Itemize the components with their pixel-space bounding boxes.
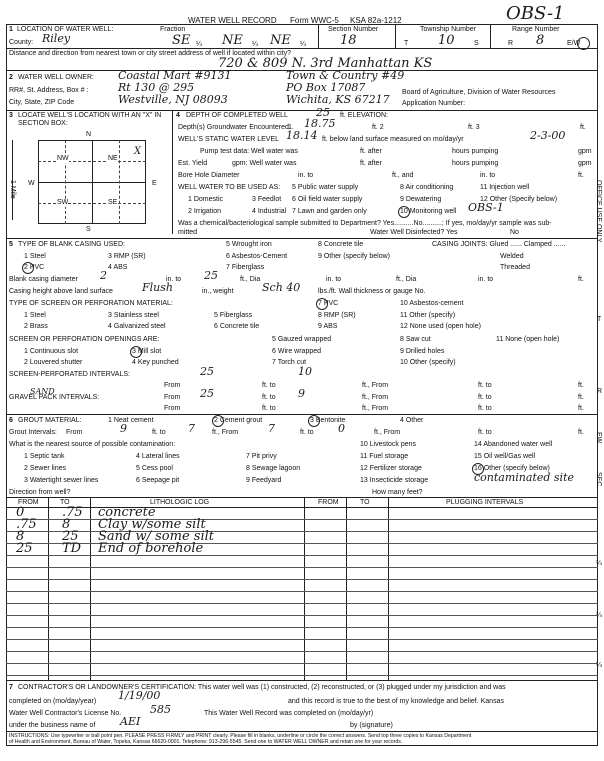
grout-ft-to-2: ft. to — [300, 429, 314, 436]
log-rule-line — [6, 663, 598, 664]
use-5: 5 Public water supply — [292, 184, 359, 191]
obs-tag: OBS-1 — [506, 3, 565, 24]
section-label: Section Number — [328, 26, 379, 33]
log-row-1-desc: concrete — [98, 505, 156, 520]
rr-label: RR#, St. Address, Box # : — [9, 87, 89, 94]
use-3: 3 Feedlot — [252, 196, 282, 203]
city1-value: Westville, NJ 08093 — [118, 93, 228, 106]
screen-intervals-label: SCREEN-PERFORATED INTERVALS: — [9, 371, 130, 378]
log-rule-line — [6, 531, 598, 532]
disinfected-no: No — [510, 229, 519, 236]
contam-10: 10 Livestock pens — [360, 441, 417, 448]
log-rule-line — [6, 555, 598, 556]
grout-to-value: 7 — [188, 422, 195, 435]
gp-from-label: From — [164, 394, 181, 401]
side-q2: ¼ — [596, 612, 602, 619]
use-4: 4 Industrial — [252, 208, 287, 215]
contam-15: 15 Oil well/Gas well — [474, 453, 536, 460]
mill-slot-circle — [130, 346, 142, 358]
contam-8: 8 Sewage lagoon — [246, 465, 301, 472]
screen-12: 12 None used (open hole) — [400, 323, 481, 330]
contam-7: 7 Pit privy — [246, 453, 277, 460]
gp2-ft-to: ft. to — [262, 405, 276, 412]
range-value: 8 — [536, 33, 545, 48]
section-3-number: 3 — [9, 112, 13, 119]
diameter-dia-2: ft., Dia — [396, 276, 417, 283]
screen-5: 5 Fiberglass — [214, 312, 253, 319]
monitoring-circle — [398, 206, 410, 218]
bentonite-circle — [308, 415, 320, 427]
grout-ft-to-3: ft. to — [478, 429, 492, 436]
location-label: LOCATION OF WATER WELL: — [17, 26, 114, 33]
height-value: Flush — [142, 281, 173, 294]
screen-1: 1 Steel — [24, 312, 46, 319]
log-row-2-from: .75 — [16, 517, 37, 532]
use-9: 9 Dewatering — [400, 196, 442, 203]
section-1-number: 1 — [9, 26, 13, 33]
contam-1: 1 Septic tank — [24, 453, 65, 460]
scr-from-label: From — [164, 382, 181, 389]
form-number: Form WWC-5 — [290, 16, 339, 25]
north-label: N — [86, 131, 92, 138]
gp-ft-to: ft. to — [262, 394, 276, 401]
grout-to2-value: 0 — [338, 422, 345, 435]
use-12: 12 Other (Specify below) — [480, 196, 558, 203]
casing-label: TYPE OF BLANK CASING USED: — [18, 241, 125, 248]
log-rule-line — [6, 519, 598, 520]
height-label: Casing height above land surface — [9, 288, 113, 295]
gp-from-value: 25 — [200, 387, 214, 400]
license-label: Water Well Contractor's License No. — [9, 710, 122, 717]
static-tail: ft. below land surface measured on mo/day/yr — [322, 136, 464, 143]
groundwater-1: 18.75 — [304, 117, 336, 130]
yield-label: Est. Yield — [178, 160, 208, 167]
static-label: WELL'S STATIC WATER LEVEL — [178, 136, 280, 143]
grout-3: 3 Bentonite — [310, 417, 346, 424]
diameter-label: Blank casing diameter — [9, 276, 78, 283]
quarter-2: NE — [222, 33, 243, 48]
true-text: and this record is true to the best of my knowledge and belief. Kansas — [288, 698, 504, 705]
completed-value: 1/19/00 — [118, 689, 161, 702]
city-label: City, State, ZIP Code — [9, 99, 75, 106]
open-9: 9 Drilled holes — [400, 348, 445, 355]
log-rule-line — [6, 591, 598, 592]
weight-label: in., weight — [202, 288, 234, 295]
open-1: 1 Continuous slot — [24, 348, 79, 355]
board-label: Board of Agriculture, Division of Water Resources — [402, 89, 556, 96]
application-label: Application Number: — [402, 100, 466, 107]
grout-ft-from-2: ft., From — [374, 429, 401, 436]
scr-ft-end: ft. — [578, 382, 584, 389]
use-11: 11 Injection well — [480, 184, 530, 191]
section-5-number: 5 — [9, 241, 13, 248]
grout-ft-end: ft. — [578, 429, 584, 436]
log-rule-line — [6, 603, 598, 604]
litho-header: LITHOLOGIC LOG — [150, 499, 210, 506]
grout-from2-value: 7 — [268, 422, 275, 435]
groundwater-label: Depth(s) Groundwater Encountered — [178, 124, 289, 131]
contam-6: 6 Seepage pit — [136, 477, 180, 484]
bore-in-to: in. to — [298, 172, 314, 179]
city2-value: Wichita, KS 67217 — [286, 93, 390, 106]
monitoring-id: OBS-1 — [468, 201, 504, 214]
use-1: 1 Domestic — [188, 196, 224, 203]
bore-ft-end: ft. — [578, 172, 584, 179]
contam-other-value: contaminated site — [474, 471, 574, 484]
scr-to-value: 10 — [298, 365, 312, 378]
log-rule-line — [6, 615, 598, 616]
log-row-4-from: 25 — [16, 541, 33, 556]
cement-grout-circle — [212, 415, 224, 427]
section-7-number: 7 — [9, 684, 13, 691]
use-10: 10 Monitoring well — [400, 208, 457, 215]
section-4-number: 4 — [176, 112, 180, 119]
casing-1: 1 Steel — [24, 253, 46, 260]
gp-ft-from: ft., From — [362, 394, 389, 401]
yield-mid: gpm: Well water was — [232, 160, 297, 167]
diameter-in-to-3: in. to — [478, 276, 494, 283]
open-4: 4 Key punched — [132, 359, 179, 366]
ksa-number: KSA 82a-1212 — [350, 16, 402, 25]
casing-5: 5 Wrought iron — [226, 241, 272, 248]
quarter-1: SE — [172, 33, 191, 48]
county-value: Riley — [42, 32, 71, 45]
log-rule-line — [6, 567, 598, 568]
screen-3: 3 Stainless steel — [108, 312, 159, 319]
plug-from-header: FROM — [318, 499, 339, 506]
depth-label: DEPTH OF COMPLETED WELL — [186, 112, 288, 119]
use-6: 6 Oil field water supply — [292, 196, 363, 203]
signature-label: by (signature) — [350, 722, 393, 729]
use-label: WELL WATER TO BE USED AS: — [178, 184, 281, 191]
screen-8: 8 RMP (SR) — [318, 312, 356, 319]
contam-4: 4 Lateral lines — [136, 453, 180, 460]
mitted-label: mitted — [178, 229, 198, 236]
use-2: 2 Irrigation — [188, 208, 222, 215]
screen-material-label: TYPE OF SCREEN OR PERFORATION MATERIAL: — [9, 300, 173, 307]
open-8: 8 Saw cut — [400, 336, 431, 343]
gp-ft-to-2: ft. to — [478, 394, 492, 401]
log-rule-line — [6, 543, 598, 544]
addr2-value: PO Box 17087 — [286, 81, 366, 94]
contam-2: 2 Sewer lines — [24, 465, 67, 472]
range-label: Range Number — [512, 26, 560, 33]
grout-label: GROUT MATERIAL: — [18, 417, 82, 424]
south-label: S — [86, 226, 91, 233]
gp2-ft-to-2: ft. to — [478, 405, 492, 412]
casing-7: 7 Fiberglass — [226, 264, 265, 271]
log-rule-line — [6, 627, 598, 628]
grout-intervals-label: Grout Intervals: — [9, 429, 57, 436]
addr1-value: Rt 130 @ 295 — [118, 81, 195, 94]
yield-ft-after: ft. after — [360, 160, 382, 167]
diameter-ft: 25 — [204, 269, 218, 282]
owner2-value: Town & Country #49 — [286, 69, 405, 82]
bore-label: Bore Hole Diameter — [178, 172, 240, 179]
casing-8: 8 Concrete tile — [318, 241, 364, 248]
owner1-value: Coastal Mart #9131 — [118, 69, 232, 82]
elevation-label: ft. ELEVATION: — [340, 112, 388, 119]
instructions-line-1: INSTRUCTIONS: Use typewriter or ball point pen. PLEASE PRESS FIRMLY and PRINT clearly. Please fill in blanks, underline or circle the correct answers. Send top three copies to Kansas Department — [9, 733, 472, 739]
casing-9: 9 Other (specify below) — [318, 253, 390, 260]
t-prefix: T — [404, 40, 409, 47]
record-text: This Water Well Record was completed on (mo/day/yr) — [204, 710, 374, 717]
bore-ft-and: ft., and — [392, 172, 414, 179]
use-8: 8 Air conditioning — [400, 184, 454, 191]
open-5: 5 Gauzed wrapped — [272, 336, 332, 343]
section-2-number: 2 — [9, 74, 13, 81]
owner-label: WATER WELL OWNER: — [18, 74, 94, 81]
screen-pvc-circle — [316, 298, 328, 310]
screen-11: 11 Other (specify) — [400, 312, 456, 319]
quarter-sym-1: ¼ — [196, 41, 202, 48]
contam-3: 3 Watertight sewer lines — [24, 477, 99, 484]
open-11: 11 None (open hole) — [496, 336, 560, 343]
grout-from-value: 9 — [120, 422, 127, 435]
contam-13: 13 Insecticide storage — [360, 477, 429, 484]
fraction-label: Fraction — [160, 26, 186, 33]
sw-label: SW — [57, 199, 69, 206]
gp-ft-end: ft. — [578, 394, 584, 401]
openings-label: SCREEN OR PERFORATION OPENINGS ARE: — [9, 336, 160, 343]
sand-handwritten: SAND — [30, 387, 55, 396]
casing-3: 3 RMP (SR) — [108, 253, 146, 260]
s-suffix: S — [474, 40, 479, 47]
quarter-3: NE — [270, 33, 291, 48]
open-2: 2 Louvered shutter — [24, 359, 83, 366]
office-use-label: OFFICE USE ONLY — [595, 180, 602, 243]
plug-header: PLUGGING INTERVALS — [446, 499, 524, 506]
county-label: County: — [9, 39, 34, 46]
scr-ft-from: ft., From — [362, 382, 389, 389]
use-7: 7 Lawn and garden only — [292, 208, 367, 215]
log-from-header: FROM — [18, 499, 39, 506]
log-row-4-to: TD — [62, 541, 82, 556]
contam-12: 12 Fertilizer storage — [360, 465, 422, 472]
location-x-mark: X — [134, 146, 142, 157]
gw-ft2: ft. 2 — [372, 124, 384, 131]
diameter-in-to-2: in. to — [326, 276, 342, 283]
depth-value: 25 — [316, 106, 330, 119]
pump-gpm: gpm — [578, 148, 592, 155]
section-value: 18 — [340, 33, 357, 48]
address-value: 720 & 809 N. 3rd Manhattan KS — [218, 56, 433, 71]
west-label: W — [28, 180, 35, 187]
joints-threaded: Threaded — [500, 264, 530, 271]
quarter-sym-2: ¼ — [252, 41, 258, 48]
quarter-sym-3: ¼ — [300, 41, 306, 48]
how-many-label: How many feet? — [372, 489, 423, 496]
form-title: WATER WELL RECORD — [188, 16, 277, 25]
grout-1: 1 Neat cement — [108, 417, 154, 424]
scr-ft-to: ft. to — [262, 382, 276, 389]
ne-label: NE — [108, 155, 118, 162]
gw-ft-end: ft. — [580, 124, 586, 131]
diameter-in-to: in. to — [166, 276, 182, 283]
scr-ft-to-2: ft. to — [478, 382, 492, 389]
log-rule-line — [6, 651, 598, 652]
log-rule-line — [6, 675, 598, 676]
gp-to-value: 9 — [298, 387, 305, 400]
bore-in-to-2: in. to — [480, 172, 496, 179]
log-row-3-desc: Sand w/ some silt — [98, 529, 214, 544]
screen-4: 4 Galvanized steel — [108, 323, 166, 330]
log-rule-line — [6, 639, 598, 640]
contam-16: 16 Other (specify below) — [474, 465, 550, 472]
business-value: AEI — [120, 715, 141, 728]
log-row-3-from: 8 — [16, 529, 25, 544]
completed-label: completed on (mo/day/year) — [9, 698, 97, 705]
grout-ft-to: ft. to — [152, 429, 166, 436]
locate-label: LOCATE WELL'S LOCATION WITH AN "X" IN SECTION BOX: — [18, 112, 162, 127]
weight-value: Sch 40 — [262, 281, 301, 294]
screen-6: 6 Concrete tile — [214, 323, 260, 330]
r-prefix: R — [508, 40, 514, 47]
log-rule-line — [6, 579, 598, 580]
plug-to-header: TO — [360, 499, 370, 506]
open-10: 10 Other (specify) — [400, 359, 456, 366]
log-row-2-to: 8 — [62, 517, 71, 532]
static-date: 2-3-00 — [530, 129, 566, 142]
township-label: Township Number — [420, 26, 477, 33]
contam-14: 14 Abandoned water well — [474, 441, 553, 448]
side-sec-label: SEC. — [595, 472, 602, 489]
log-row-2-desc: Clay w/some silt — [98, 517, 206, 532]
side-r-label: R — [597, 388, 603, 395]
distance-label: Distance and direction from nearest town or city street address of well if located within city? — [9, 50, 292, 57]
gp2-ft-from: ft., From — [362, 405, 389, 412]
log-to-header: TO — [60, 499, 70, 506]
nw-label: NW — [57, 155, 69, 162]
gw-ft3: ft. 3 — [468, 124, 480, 131]
grout-from-label: From — [66, 429, 83, 436]
certification-line: CONTRACTOR'S OR LANDOWNER'S CERTIFICATION: This water well was (1) constructed, (2) reconstructed, or (3) plugged under my jurisdiction and was — [18, 684, 506, 691]
contam-9: 9 Feedyard — [246, 477, 282, 484]
open-6: 6 Wire wrapped — [272, 348, 322, 355]
pump-ft-after: ft. after — [360, 148, 382, 155]
contam-5: 5 Cess pool — [136, 465, 173, 472]
bacteriological-label: Was a chemical/bacteriological sample submitted to Department? Yes..........No..........; If yes, mo/day/yr sample was sub- — [178, 220, 552, 227]
section-6-number: 6 — [9, 417, 13, 424]
grout-4: 4 Other — [400, 417, 424, 424]
side-q3: ¼ — [596, 662, 602, 669]
scr-from-value: 25 — [200, 365, 214, 378]
ew-value: E/W — [567, 40, 581, 47]
yield-gpm: gpm — [578, 160, 592, 167]
grout-2: 2 Cement grout — [214, 417, 263, 424]
pvc-circle — [22, 262, 34, 274]
mile-label: 1 Mile — [9, 180, 16, 199]
diameter-value: 2 — [100, 269, 107, 282]
direction-label: Direction from well? — [9, 489, 71, 496]
screen-10: 10 Asbestos-cement — [400, 300, 464, 307]
log-row-1-to: .75 — [62, 505, 83, 520]
yield-hours: hours pumping — [452, 160, 499, 167]
pump-test-label: Pump test data: Well water was — [200, 148, 298, 155]
casing-6: 6 Asbestos-Cement — [226, 253, 288, 260]
instructions-line-2: of Health and Environment, Bureau of Water, Topeka, Kansas 66620-0001. Telephone: 913-296-5545. Send one to WATER WELL OWNER and retain one for your records. — [9, 739, 403, 745]
screen-2: 2 Brass — [24, 323, 48, 330]
casing-4: 4 ABS — [108, 264, 128, 271]
license-value: 585 — [150, 703, 171, 716]
side-t-label: T — [597, 316, 602, 323]
wall-label: lbs./ft. Wall thickness or gauge No. — [318, 288, 426, 295]
diameter-ft-end: ft. — [578, 276, 584, 283]
log-row-4-desc: End of borehole — [98, 541, 204, 556]
side-q1: ¼ — [596, 560, 602, 567]
static-value: 18.14 — [286, 129, 318, 142]
gravel-pack-label: GRAVEL PACK INTERVALS: — [9, 394, 100, 401]
disinfected-label: Water Well Disinfected? Yes — [370, 229, 458, 236]
diameter-dia: ft., Dia — [240, 276, 261, 283]
open-3: 3 Mill slot — [132, 348, 162, 355]
joints-label: CASING JOINTS: Glued ...... Clamped ...... — [432, 241, 566, 248]
side-ew-label: EW — [595, 432, 602, 444]
grout-ft-from: ft., From — [212, 429, 239, 436]
contamination-label: What is the nearest source of possible contamination: — [9, 441, 176, 448]
casing-2: 2 PVC — [24, 264, 45, 271]
east-label: E — [152, 180, 157, 187]
township-value: 10 — [438, 33, 455, 48]
contam-11: 11 Fuel storage — [360, 453, 409, 460]
gp2-ft-end: ft. — [578, 405, 584, 412]
screen-7: 7 PVC — [318, 300, 339, 307]
gp2-from-label: From — [164, 405, 181, 412]
log-row-1-from: 0 — [16, 505, 25, 520]
business-label: under the business name of — [9, 722, 96, 729]
joints-welded: Welded — [500, 253, 524, 260]
log-row-3-to: 25 — [62, 529, 79, 544]
open-7: 7 Torch cut — [272, 359, 307, 366]
screen-9: 9 ABS — [318, 323, 338, 330]
se-label: SE — [108, 199, 118, 206]
pump-hours: hours pumping — [452, 148, 499, 155]
